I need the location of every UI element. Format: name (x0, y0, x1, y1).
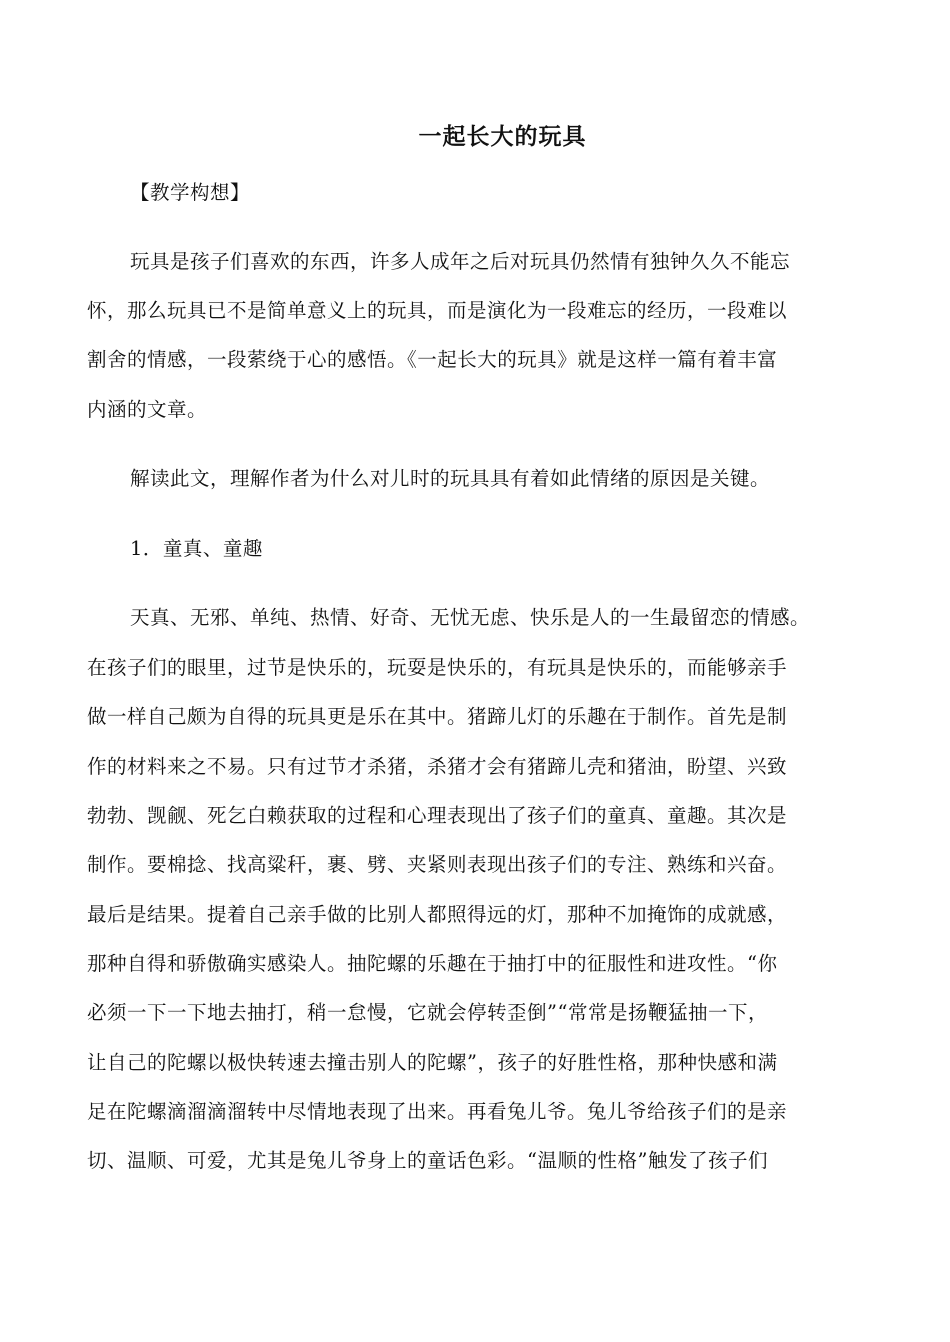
body-line: 勃勃、觊觎、死乞白赖获取的过程和心理表现出了孩子们的童真、童趣。其次是 (87, 804, 788, 827)
document-title: 一起长大的玩具 (418, 123, 587, 150)
section-heading: 【教学构想】 (130, 181, 251, 204)
body-line: 在孩子们的眼里，过节是快乐的，玩耍是快乐的，有玩具是快乐的，而能够亲手 (87, 656, 788, 679)
subheading: 1．童真、童趣 (130, 537, 263, 560)
body-line: 作的材料来之不易。只有过节才杀猪，杀猪才会有猪蹄儿壳和猪油，盼望、兴致 (87, 755, 788, 778)
body-line: 足在陀螺滴溜滴溜转中尽情地表现了出来。再看兔儿爷。兔儿爷给孩子们的是亲 (87, 1100, 788, 1123)
body-line: 天真、无邪、单纯、热情、好奇、无忧无虑、快乐是人的一生最留恋的情感。 (130, 606, 811, 629)
intro-line: 玩具是孩子们喜欢的东西，许多人成年之后对玩具仍然情有独钟久久不能忘 (130, 250, 791, 273)
intro-line: 怀，那么玩具已不是简单意义上的玩具，而是演化为一段难忘的经历，一段难以 (87, 299, 788, 322)
key-point-paragraph: 解读此文，理解作者为什么对儿时的玩具具有着如此情绪的原因是关键。 (130, 467, 771, 490)
body-line: 切、温顺、可爱，尤其是兔儿爷身上的童话色彩。“温顺的性格”触发了孩子们 (87, 1149, 768, 1172)
body-line: 那种自得和骄傲确实感染人。抽陀螺的乐趣在于抽打中的征服性和进攻性。“你 (87, 952, 778, 975)
intro-line: 割舍的情感，一段萦绕于心的感悟。《一起长大的玩具》就是这样一篇有着丰富 (87, 348, 778, 371)
body-line: 必须一下一下地去抽打，稍一怠慢，它就会停转歪倒”“常常是扬鞭猛抽一下， (87, 1001, 768, 1024)
body-line: 让自己的陀螺以极快转速去撞击别人的陀螺”，孩子的好胜性格，那种快感和满 (87, 1051, 778, 1074)
intro-line: 内涵的文章。 (87, 398, 208, 421)
body-line: 制作。要棉捻、找高粱秆，裹、劈、夹紧则表现出孩子们的专注、熟练和兴奋。 (87, 853, 788, 876)
body-line: 做一样自己颇为自得的玩具更是乐在其中。猪蹄儿灯的乐趣在于制作。首先是制 (87, 705, 788, 728)
body-line: 最后是结果。提着自己亲手做的比别人都照得远的灯，那种不加掩饰的成就感， (87, 903, 788, 926)
